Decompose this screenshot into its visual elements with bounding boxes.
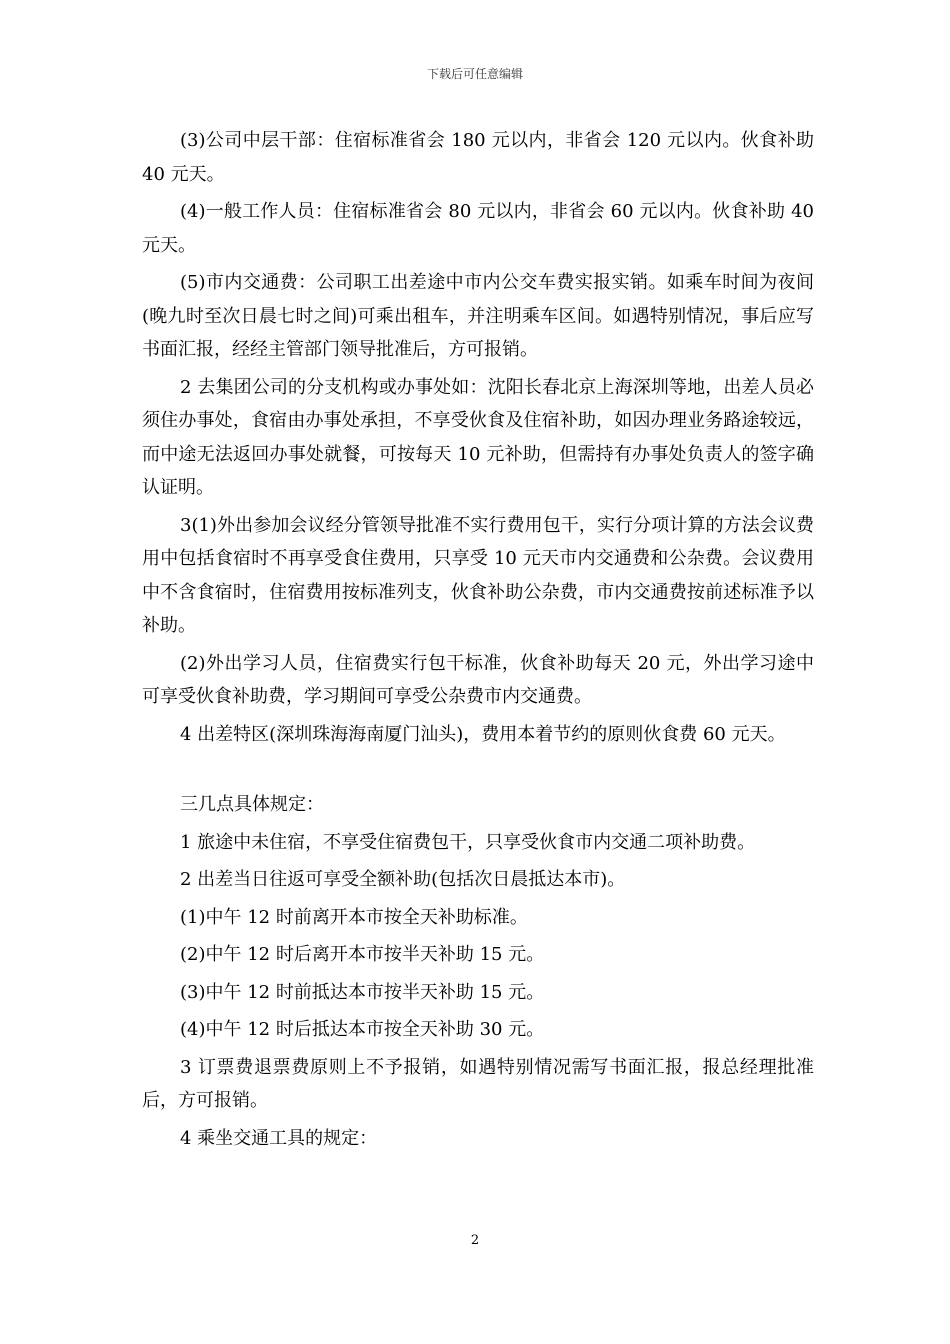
paragraph-meetings: 3(1)外出参加会议经分管领导批准不实行费用包干，实行分项计算的方法会议费用中包括食宿时不再享受食住费用，只享受 10 元天市内交通费和公杂费。会议费用中不含食宿时，住宿费用按标准列支，伙食补助公杂费，市内交通费按前述标准予以补助。 [142,514,814,636]
paragraph-ticket-fees: 3 订票费退票费原则上不予报销，如遇特别情况需写书面汇报，报总经理批准后，方可报销。 [142,1056,814,1111]
paragraph-transport-rules: 4 乘坐交通工具的规定： [180,1127,378,1149]
page-header: 下载后可任意编辑 [426,67,523,81]
paragraph-mid-level-cadres: (3)公司中层干部：住宿标准省会 180 元以内，非省会 120 元以内。伙食补助 40 元天。 [142,130,814,185]
page-number: 2 [470,1233,480,1248]
paragraph-no-lodging: 1 旅途中未住宿，不享受住宿费包干，只享受伙食市内交通二项补助费。 [180,831,756,853]
paragraph-city-transport: (5)市内交通费：公司职工出差途中市内公交车费实报实销。如乘车时间为夜间(晚九时至次日晨七时之间)可乘出租车，并注明乘车区间。如遇特别情况，事后应写书面汇报，经经主管部门领导批准后，方可报销。 [142,272,814,360]
list-item-depart-before-noon: (1)中午 12 时前离开本市按全天补助标准。 [180,906,528,928]
paragraph-special-zones: 4 出差特区(深圳珠海海南厦门汕头)，费用本着节约的原则伙食费 60 元天。 [180,723,786,745]
paragraph-same-day-return: 2 出差当日往返可享受全额补助(包括次日晨抵达本市)。 [180,869,626,890]
list-item-depart-after-noon: (2)中午 12 时后离开本市按半天补助 15 元。 [180,944,545,965]
document-body [142,124,814,1159]
section-heading-specific-rules: 三几点具体规定： [180,794,324,815]
paragraph-branch-offices: 2 去集团公司的分支机构或办事处如：沈阳长春北京上海深圳等地，出差人员必须住办事处，食宿由办事处承担，不享受伙食及住宿补助，如因办理业务路途较远，而中途无法返回办事处就餐，可按每天 10 元补助，但需持有办事处负责人的签字确认证明。 [142,376,814,498]
list-item-arrive-before-noon: (3)中午 12 时前抵达本市按半天补助 15 元。 [180,981,545,1003]
list-item-arrive-after-noon: (4)中午 12 时后抵达本市按全天补助 30 元。 [180,1019,545,1040]
paragraph-general-staff: (4)一般工作人员：住宿标准省会 80 元以内，非省会 60 元以内。伙食补助 40 元天。 [142,201,814,256]
paragraph-study-trips: (2)外出学习人员，住宿费实行包干标准，伙食补助每天 20 元，外出学习途中可享受伙食补助费，学习期间可享受公杂费市内交通费。 [142,652,814,707]
